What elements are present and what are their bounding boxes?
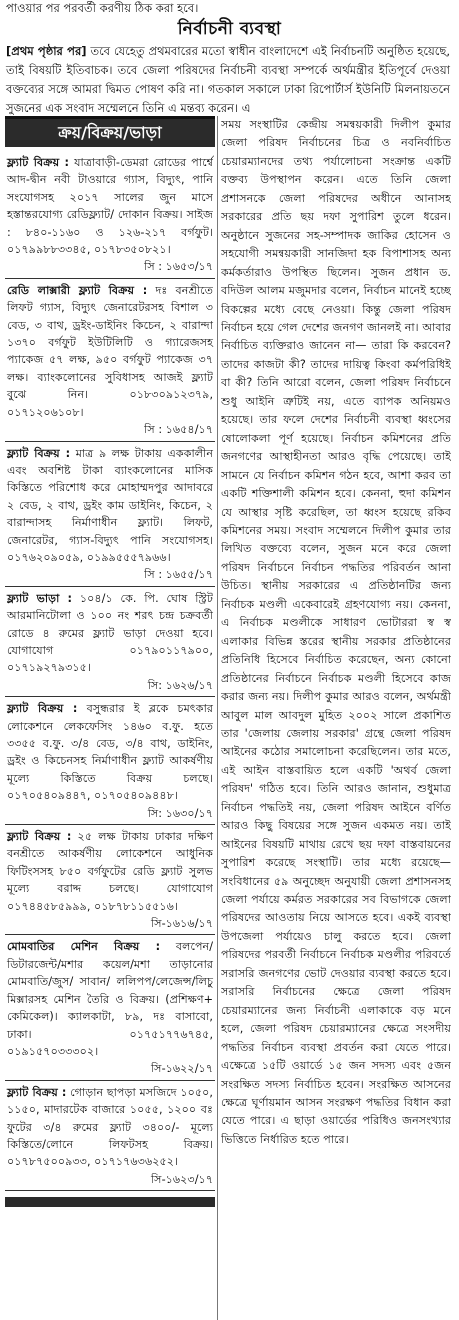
classified-ad-heading: ফ্ল্যাট বিক্রয় : [7,830,72,844]
classifieds-section-title: ক্রয়/বিক্রয়/ভাড়া [5,116,215,147]
classified-ad [5,279,215,442]
classified-ad-code: সি-১৬২২/১৭ [150,1062,213,1076]
classified-ad [5,442,215,587]
classified-ad-heading: রেডি লাক্সারী ফ্ল্যাট বিক্রয় : [7,283,148,297]
classified-ad [5,935,215,1080]
article-intro-text: তবে যেহেতু প্রথমবারের মতো স্বাধীন বাংলাদেশে এই নির্বাচনটি অনুষ্ঠিত হয়েছে, তাই বিষয়টি ইতিবাচক। তবে জেলা পরিষদের নির্বাচনী ব্যবস্থা সম্পর্কে অর্থমন্ত্রীর ইতিপূর্বে দেওয়া বক্তব্যের সঙ্গে আমরা দ্বিমত পোষণ করি না। গতকাল সকালে ঢাকা রিপোর্টার্স ইউনিটি মিলনায়তনে সুজনের এক সংবাদ সম্মেলনে তিনি এ মন্তব্য করেন। এ [6,44,450,115]
classified-ad-heading: ফ্ল্যাট বিক্রয় : [7,156,70,169]
classified-ad-heading: ফ্ল্যাট বিক্রয় : [7,446,71,460]
classified-ad-code: সি-১৬১৬/১৭ [151,917,213,931]
classified-ad-heading: ফ্ল্যাট বিক্রয় : [7,1085,67,1099]
classified-ad-text: গোড়ান ছাপড়া মসজিদে ১০৫০, ১১৫০, মাদারটেক বাজারে ১০৫৫, ১২০০ বঃ ফুটের ৩/৪ রুমের ফ্ল্যাট ৩৪০০/- মূল্যে কিস্তিতে/লোনে লিফটসহ বিক্রয়। ০১৭৮৭৫০০৯৩৩, ০১৭১৭৬৩৬২৫২। [7,1085,213,1169]
classified-ad-text: ১০৪/১ কে. পি. ঘোষ স্ট্রিট আরমানিটোলা ও ১০০ নং শরৎ চন্দ্র চক্রবর্তী রোডে ৪ রুমের ফ্ল্যাট ভাড়া দেওয়া হবে। যোগাযোগ ০১৭৯০১১৭৯০০, ০১৭১৯২৭৯৩১৫। [7,591,213,675]
column-divider [217,116,218,1320]
article-intro [6,42,450,118]
classified-ad-text: মাত্র ৯ লক্ষ টাকায় এককালীন এবং অবশিষ্ট টাকা ব্যাংকলোনের মাসিক কিস্তিতে পরিশোধ করে মোহাম্মদপুর আদাবরে ২ বেড, ২ বাথ, ড্রইং কাম ডাইনিং, কিচেন, ২ বারান্দাসহ নির্মাণাধীন ফ্ল্যাট। লিফট, জেনারেটর, গ্যাস-বিদ্যুৎ পানি সংযোগসহ। ০১৭৬২০৯০৫৯, ০১৯৯৫৫৫৭৯৬৬। [7,446,213,564]
classified-ad-heading: মোমবাতির মেশিন বিক্রয় : [7,940,161,954]
classified-ad-text: বসুন্ধরার ই ব্লকে চমৎকার লোকেশনে লেকফেসিং ১৪৬০ ব.ফু. হতে ৩৩৫৫ ব.ফু. ৩/৪ বেড, ৩/৪ বাথ, ডাইনিং, ড্রইং ও কিচেনসহ নির্মাণাধীন ফ্ল্যাট আকর্ষণীয় মূল্যে কিস্তিতে বিক্রয় চলছে। ০১৭০৫৪০৯৪৪৭, ০১৭০৫৪০৯৪৪৮। [7,702,213,803]
article-body: সময় সংস্থাটির কেন্দ্রীয় সমন্বয়কারী দিলীপ কুমার জেলা পরিষদ নির্বাচনের চিত্র ও নবনির্বাচিত চেয়ারম্যানদের তথ্য পর্যালোচনা সংক্রান্ত একটি বক্তব্য উপস্থাপন করেন। এতে তিনি জেলা প্রশাসনকে জেলা পরিষদের অধীনে আনাসহ সরকারের প্রতি ছয় দফা সুপারিশ তুলে ধরেন। অনুষ্ঠানে সুজনের সহ-সম্পাদক জাকির হোসেন ও সহযোগী সমন্বয়কারী সানজিদা হক বিপাশাসহ অন্য কর্মকর্তারাও উপস্থিত ছিলেন। সুজন প্রধান ড. বদিউল আলম মজুমদার বলেন, নির্বাচন মানেই হচ্ছে বিকল্পের মধ্যে বেছে নেওয়া। কিন্তু জেলা পরিষদ নির্বাচন হয়ে গেল দেশের জনগণ জানলই না। আবার নির্বাচিত ব্যক্তিরাও জানেন না— তারা কি করবেন? তাদের কাজটা কী? তাদের দায়িত্ব কিংবা কর্মপরিধিই বা কী? তিনি আরো বলেন, জেলা পরিষদ নির্বাচনে শুধু আইনি ত্রুটিই নয়, এতে ব্যাপক অনিয়মও হয়েছে। তার ফলে দেশের নির্বাচনী ব্যবস্থা ধ্বংসের ষোলোকলা পূর্ণ হয়েছে। নির্বাচন কমিশনের প্রতি জনগণের আস্থাহীনতা আরও বৃদ্ধি পেয়েছে। তাই সামনে যে নির্বাচন কমিশন গঠন হবে, আশা করব তা একটি শক্তিশালী কমিশন হবে। কেননা, হুদা কমিশন যে আস্থার সৃষ্টি করেছিল, তা ধ্বংস হয়েছে রকিব কমিশনের সময়। সংবাদ সম্মেলনে দিলীপ কুমার তার লিখিত বক্তব্যে বলেন, সুজন মনে করে জেলা পরিষদ নির্বাচনে নির্বাচন পদ্ধতির পরিবর্তন আনা উচিত। স্থানীয় সরকারের এ প্রতিষ্ঠানটির জন্য নির্বাচক মণ্ডলী একেবারেই গ্রহণযোগ্য নয়। কেননা, এ নির্বাচক মণ্ডলীকে সাধারণ ভোটাররা স্ব স্ব এলাকার বিভিন্ন স্তরের স্থানীয় সরকার প্রতিষ্ঠানের প্রতিনিধি হিসেবে নির্বাচিত করেছেন, অন্য কোনো প্রতিষ্ঠানের নির্বাচনে নির্বাচক মণ্ডলী হিসেবে কাজ করার জন্য নয়। দিলীপ কুমার আরও বলেন, অর্থমন্ত্রী আবুল মাল আবদুল মুহিত ২০০২ সালে প্রকাশিত তার 'জেলায় জেলায় সরকার' গ্রন্থে জেলা পরিষদ আইনের কঠোর সমালোচনা করেছিলেন। তার মতে, এই আইন বাস্তবায়িত হলে একটি 'অথর্ব জেলা পরিষদ' গঠিত হবে। তিনি আরও জানান, শুধুমাত্র নির্বাচন পদ্ধতিই নয়, জেলা পরিষদ আইনে বর্ণিত আরও কিছু বিষয়ের সঙ্গে সুজন একমত নয়। তাই আইনের বিষয়টি মাথায় রেখে ছয় দফা বাস্তবায়নের সুপারিশ করেছে সংস্থাটি। তার মধ্যে রয়েছে— সংবিধানের ৫৯ অনুচ্ছেদ অনুযায়ী জেলা প্রশাসনসহ জেলা পর্যায়ে কর্মরত সরকারের সব বিভাগকে জেলা পরিষদের আওতায় নিয়ে আসতে হবে। একই ব্যবস্থা উপজেলা পর্যায়েও চালু করতে হবে। জেলা পরিষদের পরবর্তী নির্বাচনে নির্বাচক মণ্ডলীর পরিবর্তে সরাসরি জনগণের ভোট দেওয়ার ব্যবস্থা করতে হবে। সরাসরি নির্বাচনের ক্ষেত্রে জেলা পরিষদ চেয়ারম্যানের জন্য নির্বাচনী এলাকাকে বড় মনে হলে, জেলা পরিষদ চেয়ারম্যানের ক্ষেত্রে সংসদীয় পদ্ধতির নির্বাচন ব্যবস্থা প্রবর্তন করা যেতে পারে। এক্ষেত্রে ১৫টি ওয়ার্ডে ১৫ জন সদস্য এবং ৫জন সংরক্ষিত সদস্য নির্বাচিত হবেন। সংরক্ষিত আসনের ক্ষেত্রে ঘূর্ণায়মান আসন সংরক্ষণ পদ্ধতির বিধান করা যেতে পারে। এ ছাড়া ওয়ার্ডের পরিধিও জনসংখ্যার ভিত্তিতে নির্ধারিত হতে পারে। [221,118,451,1146]
classified-ad [5,825,215,935]
classified-ad-code: সি: ১৬৩০/১৭ [147,806,213,820]
next-section-header-bar [5,1197,215,1207]
classified-ad [5,1081,215,1191]
classified-ad-heading: ফ্ল্যাট ভাড়া : [7,591,73,605]
classified-ad-code: সি-১৬২৩/১৭ [150,1172,213,1186]
classified-ad-code: সি : ১৬৫৩/১৭ [144,260,213,274]
classified-ad-text: বলপেন/ডিটারজেন্ট/মশার কয়েল/মশা তাড়ানোর মোমবাতি/জুস/ সাবান/ ললিপপ/লেজেন্স/লিচু মিক্সারসহ মেশিন তৈরি ও বিক্রয়। (প্রশিক্ষণ+ কেমিকেল)। ক্যালকাটা, ৮৯, দঃ বাসাবো, ঢাকা। ০১৭৫১৭৭৬৭৪৫, ০১৯১৫৭০৩৩৩০২। [7,940,213,1058]
classified-ads-list [5,151,215,1191]
classifieds-column [5,116,215,1320]
classified-ad-heading: ফ্ল্যাট বিক্রয় : [7,702,78,716]
classified-ad-code: সি : ১৬৫৫/১৭ [144,568,213,582]
classified-ad-text: যাত্রাবাড়ী-ডেমরা রোডের পার্শ্বে আদ-দ্বীন নবী টাওয়ারে গ্যাস, বিদ্যুৎ, পানি সংযোগসহ ২০১৭ সালের জুন মাসে হস্তান্তরযোগ্য রেডিফ্ল্যাট/ দোকান বিক্রয়। সাইজ : ৮৪০-১১৬০ ও ১২৬-২১৭ বর্গফুট। ০১৭৯৯৮৮৩৩৪৫, ০১৭৮৩৫০৮২১। [7,156,213,257]
previous-article-tail: পাওয়ার পর পরবর্তী করণীয় ঠিক করা হবে। [6,1,199,15]
classified-ad-code: সি: ১৬২৬/১৭ [147,678,213,692]
classified-ad-text: ২৫ লক্ষ টাকায় ঢাকার দক্ষিণ বনশ্রীতে আকর্ষণীয় লোকেশনে আধুনিক ফিটিংসসহ ৮৫০ বর্গফুটের রেডি ফ্ল্যাট সুলভ মূল্যে বরাদ্দ চলছে। যোগাযোগ ০১৭৪৪৫৮৫৯৯৯, ০১৮৭৮১১৫৫১৬। [7,830,213,913]
classified-ad [5,697,215,825]
classified-ad [5,587,215,697]
classified-ad-code: সি : ১৬৫৪/১৭ [144,423,213,437]
continued-tag: [প্রথম পৃষ্ঠার পর] [6,44,87,58]
classified-ad [5,151,215,279]
classified-ad-text: দঃ বনশ্রীতে লিফট গ্যাস, বিদ্যুৎ জেনারেটরসহ বিশাল ৩ বেড, ৩ বাথ, ড্রইং-ডাইনিং কিচেন, ২ বারান্দা ১৩৭০ বর্গফুট ইউটিলিটি ও গ্যারেজসহ প্যাকেজ ৫৭ লক্ষ, ৯৫০ বর্গফুট প্যাকেজ ৩৭ লক্ষ। ব্যাংকলোনের সুবিধাসহ আজই ফ্ল্যাট বুঝে নিন। ০১৮৩০৯১২৩৭৯, ০১৭১২০৬১০৮। [7,283,213,419]
article-headline: নির্বাচনী ব্যবস্থা [177,19,282,39]
